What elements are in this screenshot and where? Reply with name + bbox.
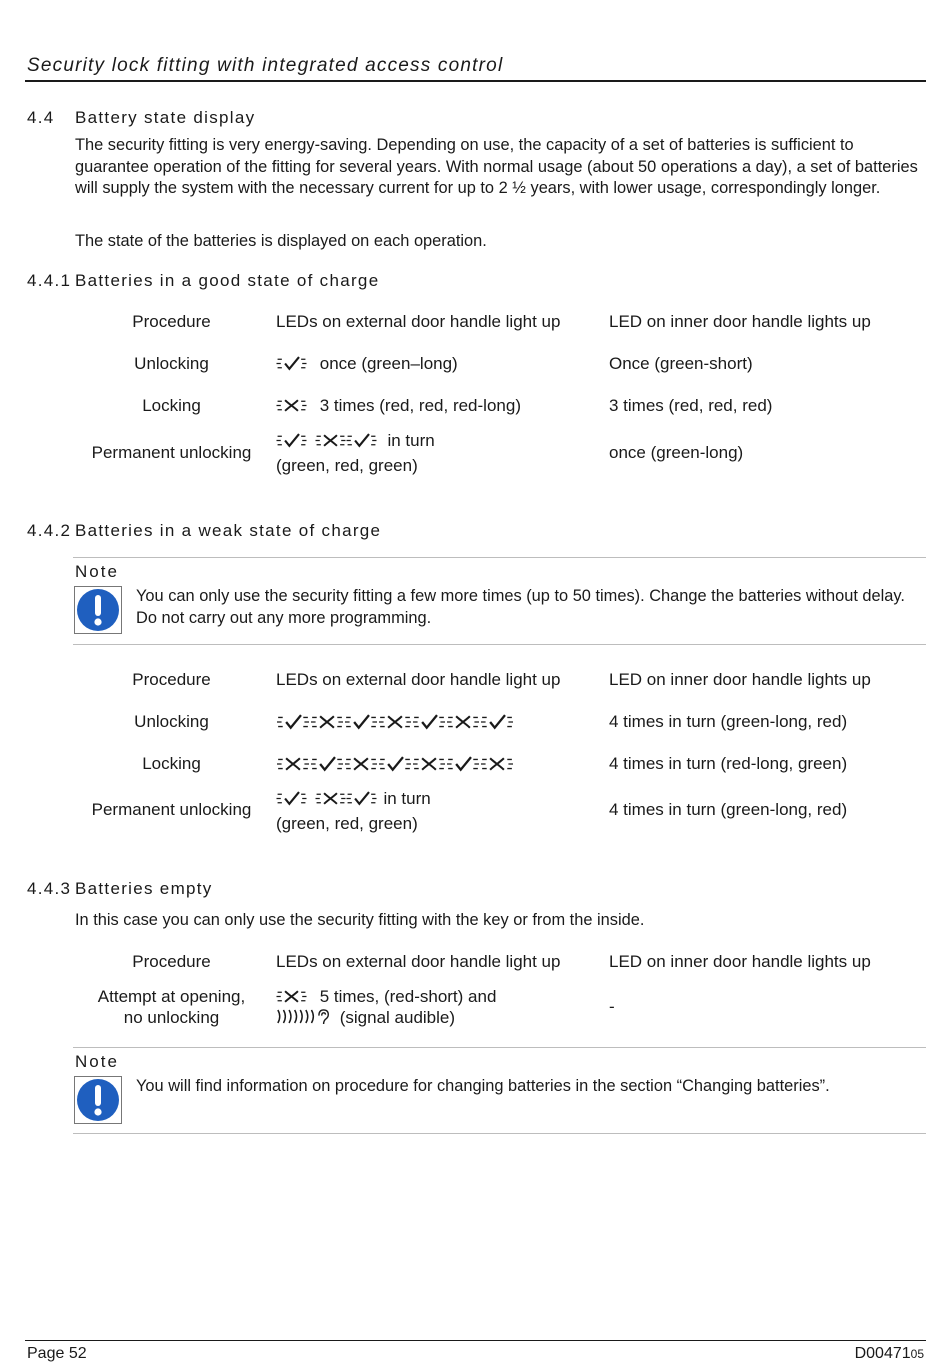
- exclamation-note-icon: [74, 1076, 122, 1124]
- page-header-title: Security lock fitting with integrated access control: [27, 55, 504, 76]
- subsection-heading-good: [27, 271, 627, 295]
- subsection-heading-empty: [27, 879, 627, 903]
- row-procedure-permanent: Permanent unlocking: [91, 800, 252, 819]
- external-text: in turn: [383, 789, 431, 808]
- note-text: You can only use the security fitting a few more times (up to 50 times). Change the batteries without delay. Do not carry out any more programming.: [136, 587, 905, 627]
- table-header-external: LEDs on external door handle light up: [276, 952, 561, 971]
- exclamation-note-icon: [74, 586, 122, 634]
- row-procedure-locking: Locking: [142, 396, 201, 415]
- external-text: 3 times (red, red, red-long): [319, 396, 521, 415]
- row-procedure-locking: Locking: [142, 754, 201, 773]
- cross-led-icon: [446, 714, 480, 730]
- row-procedure-unlocking: Unlocking: [134, 712, 209, 731]
- check-led-icon: [344, 714, 378, 730]
- document-id: [855, 1345, 924, 1363]
- row-external-locking: [276, 396, 521, 416]
- check-led-icon: [276, 356, 307, 371]
- note-text: You will find information on procedure for changing batteries in the section “Changing batteries”.: [136, 1077, 830, 1095]
- row-inner-unlocking: Once (green-short): [609, 354, 753, 373]
- section-heading: [27, 108, 627, 132]
- check-led-icon: [446, 756, 480, 772]
- check-led-icon: [276, 714, 310, 730]
- subsection-title: Batteries in a good state of charge: [75, 271, 380, 290]
- subsection-title: Batteries in a weak state of charge: [75, 521, 382, 540]
- document-id-suffix: 05: [910, 1347, 924, 1361]
- row-external-attempt-line2: [276, 1008, 455, 1028]
- section-title: Battery state display: [75, 108, 256, 127]
- cross-led-icon: [480, 756, 514, 772]
- row-external-unlocking: [276, 354, 458, 374]
- table-header-procedure: Procedure: [132, 670, 211, 689]
- row-procedure-unlocking: Unlocking: [134, 354, 209, 373]
- row-procedure-attempt-line2: no unlocking: [123, 1008, 220, 1027]
- section-number: 4.4: [27, 108, 55, 127]
- cross-led-icon: [276, 756, 310, 772]
- footer-divider: [25, 1340, 926, 1341]
- page-number: Page 52: [27, 1345, 87, 1362]
- external-text: (signal audible): [339, 1008, 456, 1027]
- check-led-icon: [346, 791, 377, 806]
- check-led-icon: [276, 791, 307, 806]
- note-label: Note: [75, 1052, 119, 1071]
- external-text: in turn: [387, 431, 435, 450]
- table-header-procedure: Procedure: [132, 952, 211, 971]
- note-divider-bottom: [73, 1133, 926, 1134]
- cross-led-icon: [412, 756, 446, 772]
- section-paragraph-2: The state of the batteries is displayed on each operation.: [75, 232, 487, 250]
- row-inner-attempt: -: [609, 997, 615, 1016]
- table-header-inner: LED on inner door handle lights up: [609, 312, 871, 331]
- external-text: 5 times, (red-short) and: [319, 987, 497, 1006]
- cross-led-icon: [315, 433, 346, 448]
- check-led-icon: [412, 714, 446, 730]
- row-procedure-permanent: Permanent unlocking: [91, 443, 252, 462]
- external-text: once (green–long): [319, 354, 458, 373]
- subsection-heading-weak: [27, 521, 627, 545]
- row-external-permanent: [276, 431, 435, 451]
- row-external-permanent-line2: (green, red, green): [276, 814, 418, 833]
- cross-led-icon: [315, 791, 346, 806]
- section-paragraph-1: The security fitting is very energy-saving. Depending on use, the capacity of a set of batteries is sufficient to guarantee operation of the fitting for several years. With normal usage (about 50 operations a day), a set of batteries will supply the system with the necessary current for up to 2 ½ years, with lower usage, correspondingly longer.: [75, 136, 918, 197]
- note-divider-top: [73, 1047, 926, 1048]
- document-id-main: D00471: [854, 1345, 911, 1362]
- table-header-procedure: Procedure: [132, 312, 211, 331]
- cross-led-icon: [276, 398, 307, 413]
- table-header-external: LEDs on external door handle light up: [276, 312, 561, 331]
- cross-led-icon: [310, 714, 344, 730]
- row-procedure-attempt: Attempt at opening,: [97, 987, 246, 1006]
- row-inner-unlocking: 4 times in turn (green-long, red): [609, 712, 848, 731]
- note-divider-bottom: [73, 644, 926, 645]
- note-label: Note: [75, 562, 119, 581]
- row-inner-permanent: once (green-long): [609, 443, 744, 462]
- check-led-icon: [480, 714, 514, 730]
- row-external-unlocking: [276, 713, 514, 733]
- subsection-title: Batteries empty: [75, 879, 213, 898]
- row-inner-locking: 3 times (red, red, red): [609, 396, 773, 415]
- check-led-icon: [310, 756, 344, 772]
- cross-led-icon: [378, 714, 412, 730]
- empty-intro: In this case you can only use the security fitting with the key or from the inside.: [75, 911, 645, 929]
- row-external-permanent: [276, 789, 431, 809]
- row-external-attempt: [276, 987, 496, 1007]
- subsection-number: 4.4.2: [27, 521, 72, 540]
- row-inner-permanent: 4 times in turn (green-long, red): [609, 800, 848, 819]
- cross-led-icon: [276, 989, 307, 1004]
- check-led-icon: [276, 433, 307, 448]
- row-external-locking: [276, 755, 514, 775]
- subsection-number: 4.4.3: [27, 879, 72, 898]
- table-header-inner: LED on inner door handle lights up: [609, 670, 871, 689]
- cross-led-icon: [344, 756, 378, 772]
- sound-signal-icon: [276, 1008, 332, 1025]
- check-led-icon: [346, 433, 377, 448]
- table-header-external: LEDs on external door handle light up: [276, 670, 561, 689]
- note-divider-top: [73, 557, 926, 558]
- header-divider: [25, 80, 926, 82]
- row-inner-locking: 4 times in turn (red-long, green): [609, 754, 848, 773]
- check-led-icon: [378, 756, 412, 772]
- subsection-number: 4.4.1: [27, 271, 72, 290]
- row-external-permanent-line2: (green, red, green): [276, 456, 418, 475]
- table-header-inner: LED on inner door handle lights up: [609, 952, 871, 971]
